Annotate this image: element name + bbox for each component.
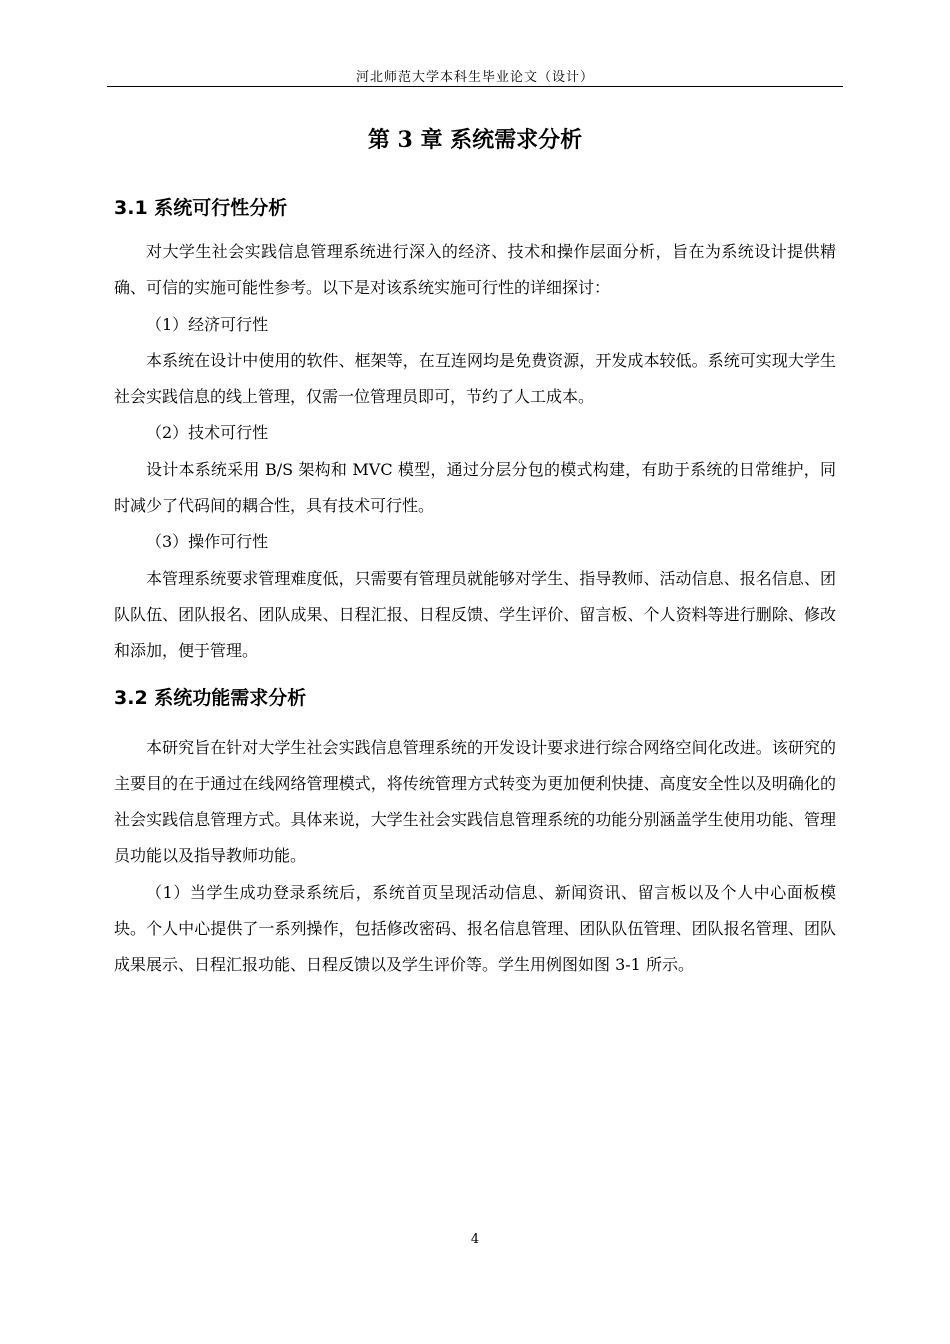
paragraph: 本研究旨在针对大学生社会实践信息管理系统的开发设计要求进行综合网络空间化改进。该研究的主要目的在于通过在线网络管理模式，将传统管理方式转变为更加便利快捷、高度安全性以及明确化的社会实践信息管理方式。具体来说，大学生社会实践信息管理系统的功能分别涵盖学生使用功能、管理员功能以及指导教师功能。 xyxy=(114,737,836,866)
section-title-3-1: 3.1 系统可行性分析 xyxy=(114,197,288,219)
chapter-title: 第 3 章 系统需求分析 xyxy=(367,127,583,153)
page-content xyxy=(114,118,836,984)
paragraph: 对大学生社会实践信息管理系统进行深入的经济、技术和操作层面分析，旨在为系统设计提供精确、可信的实施可能性参考。以下是对该系统实施可行性的详细探讨： xyxy=(114,242,836,298)
header-rule xyxy=(107,86,843,87)
page-number: 4 xyxy=(470,1232,480,1247)
section-title-3-2: 3.2 系统功能需求分析 xyxy=(114,686,307,709)
paragraph: 本管理系统要求管理难度低，只需要有管理员就能够对学生、指导教师、活动信息、报名信息、团队队伍、团队报名、团队成果、日程汇报、日程反馈、学生评价、留言板、个人资料等进行删除、修改和添加，便于管理。 xyxy=(114,568,836,661)
subheading-economic: （1）经济可行性 xyxy=(146,314,269,334)
paragraph: （1）当学生成功登录系统后，系统首页呈现活动信息、新闻资讯、留言板以及个人中心面板模块。个人中心提供了一系列操作，包括修改密码、报名信息管理、团队队伍管理、团队报名管理、团队成果展示、日程汇报功能、日程反馈以及学生评价等。学生用例图如图 3-1 所示。 xyxy=(114,882,836,975)
subheading-technical: （2）技术可行性 xyxy=(146,423,269,443)
running-header: 河北师范大学本科生毕业论文（设计） xyxy=(355,70,594,85)
subheading-operational: （3）操作可行性 xyxy=(146,532,269,552)
paragraph: 设计本系统采用 B/S 架构和 MVC 模型，通过分层分包的模式构建，有助于系统的日常维护，同时减少了代码间的耦合性，具有技术可行性。 xyxy=(114,459,836,516)
paragraph: 本系统在设计中使用的软件、框架等，在互连网均是免费资源，开发成本较低。系统可实现大学生社会实践信息的线上管理，仅需一位管理员即可，节约了人工成本。 xyxy=(114,350,836,407)
